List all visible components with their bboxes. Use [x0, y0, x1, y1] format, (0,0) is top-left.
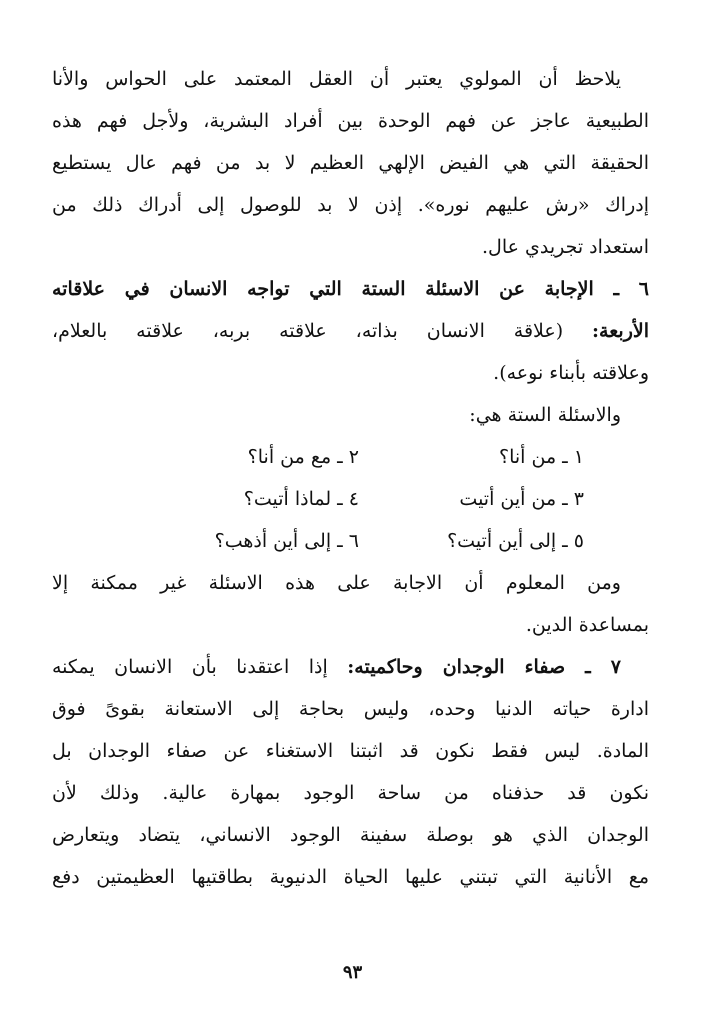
text-line: استعداد تجريدي عال. [481, 236, 649, 258]
section-7 [52, 646, 649, 898]
paragraph-1 [52, 58, 649, 268]
text-line: الطبيعية عاجز عن فهم الوحدة بين أفراد البشرية، ولأجل فهم هذه [52, 110, 649, 132]
question-item: ٣ ـ من أين أتيت [459, 488, 584, 510]
text-line: ومن المعلوم أن الاجابة على هذه الاسئلة غير ممكنة إلا [52, 572, 621, 594]
text-line: الوجدان الذي هو بوصلة سفينة الوجود الانساني، يتضاد ويتعارض [52, 824, 649, 846]
question-row [52, 520, 649, 562]
text-line: ادارة حياته الدنيا وحده، وليس بحاجة إلى الاستعانة بقوىً فوق [52, 698, 649, 720]
relations-list: (علاقة الانسان بذاته، علاقته بربه، علاقته بالعلام، [52, 320, 593, 342]
question-item: ٥ ـ إلى أين أتيت؟ [447, 530, 584, 552]
section-7-heading-rest: إذا اعتقدنا بأن الانسان يمكنه [52, 656, 348, 678]
text-line: نكون قد حذفناه من ساحة الوجود بمهارة عالية. وذلك لأن [52, 782, 649, 804]
text-line [52, 646, 649, 688]
text-line: يلاحظ أن المولوي يعتبر أن العقل المعتمد على الحواس والأنا [52, 68, 621, 90]
question-row [52, 436, 649, 478]
page-number: ٩٣ [342, 962, 363, 983]
page-body [52, 58, 649, 898]
text-line: بمساعدة الدين. [525, 614, 649, 636]
section-6 [52, 268, 649, 646]
section-7-heading: ٧ ـ صفاء الوجدان وحاكميته: [347, 656, 621, 678]
section-6-heading-end: الأربعة: [592, 320, 649, 342]
section-6-heading: ٦ ـ الإجابة عن الاسئلة الستة التي تواجه الانسان في علاقاته [52, 278, 649, 300]
questions-list [52, 436, 649, 562]
question-item: ٢ ـ مع من أنا؟ [247, 446, 359, 468]
text-line [52, 310, 649, 352]
question-item: ٦ ـ إلى أين أذهب؟ [214, 530, 359, 552]
question-row [52, 478, 649, 520]
text-line: إدراك «رش عليهم نوره». إذن لا بد للوصول إلى أدراك ذلك من [52, 194, 649, 216]
text-line: المادة. ليس فقط نكون قد اثبتنا الاستغناء عن صفاء الوجدان بل [52, 740, 649, 762]
questions-intro: والاسئلة الستة هي: [469, 404, 621, 426]
text-line: الحقيقة التي هي الفيض الإلهي العظيم لا بد من فهم عال يستطيع [52, 152, 649, 174]
text-line: مع الأنانية التي تبتني عليها الحياة الدنيوية بطاقتيها العظيمتين دفع [52, 866, 649, 888]
question-item: ٤ ـ لماذا أتيت؟ [243, 488, 359, 510]
question-item: ١ ـ من أنا؟ [499, 446, 584, 468]
text-line: وعلاقته بأبناء نوعه). [493, 362, 649, 384]
